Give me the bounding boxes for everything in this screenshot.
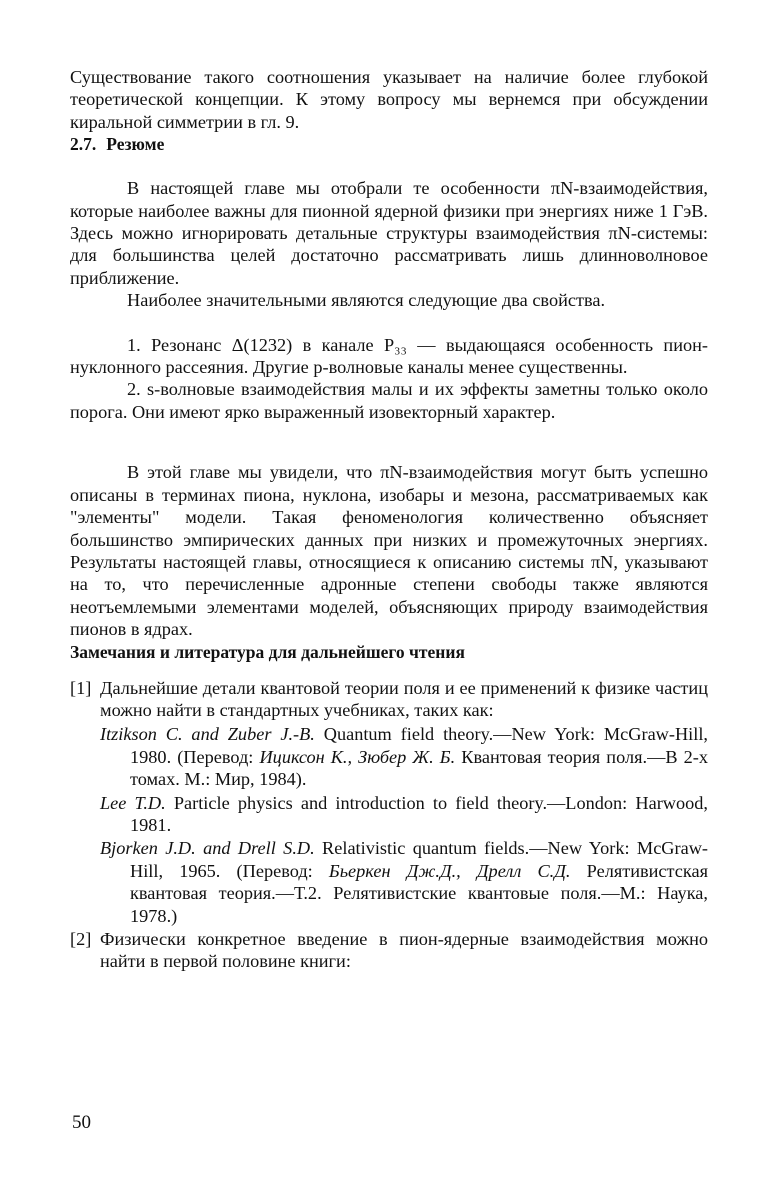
reference-1 <box>70 677 708 722</box>
section-number: 2.7. <box>70 134 97 155</box>
summary-paragraph-3: В этой главе мы увидели, что πN-взаимодействия могут быть успешно описаны в терминах пиона, нуклона, изобары и мезона, рассматриваемых как "элементы" модели. Такая феноменология количественно объясняет большинство эмпирических данных при низких и промежуточных энергиях. Результаты настоящей главы, относящиеся к описанию системы πN, указывают на то, что перечисленные адронные степени свободы также являются неотъемлемыми элементами моделей, объясняющих природу взаимодействия пионов в ядрах. <box>70 462 708 640</box>
entry-author-translation: Бьеркен Дж.Д., Дрелл С.Д. <box>328 860 571 881</box>
entry-author: Bjorken J.D. and Drell S.D. <box>100 838 315 859</box>
entry-text: Relativistic quantum fields.—New York: McGraw-Hill, 1965. (Перевод: <box>130 838 708 881</box>
section-title: Резюме <box>106 134 165 155</box>
section-heading <box>70 133 708 155</box>
notes-heading: Замечания и литература для дальнейшего чтения <box>70 641 465 662</box>
entry-text: Particle physics and introduction to field theory.—London: Harwood, 1981. <box>130 792 708 835</box>
reference-number: [1] <box>70 677 92 698</box>
reference-text: Дальнейшие детали квантовой теории поля и ее применений к физике частиц можно найти в стандартных учебниках, таких как: <box>100 677 708 720</box>
entry-text-translation: Релятивистская квантовая теория.—Т.2. Релятивистские квантовые поля.—М.: Наука, 1978.) <box>130 860 708 926</box>
entry-text: Quantum field theory.—New York: McGraw-Hill, 1980. (Перевод: <box>130 724 708 767</box>
summary-paragraph-1: В настоящей главе мы отобрали те особенности πN-взаимодействия, которые наиболее важны для пионной ядерной физики при энергиях ниже 1 ГэВ. Здесь можно игнорировать детальные структуры взаимодействия πN-системы: для большинства целей достаточно рассматривать лишь длинноволновое приближение. <box>70 178 708 288</box>
page-content <box>70 66 708 975</box>
entry-author: Lee T.D. <box>100 792 166 813</box>
summary-paragraph-2: Наиболее значительными являются следующие два свойства. <box>127 290 606 311</box>
entry-author: Itzikson C. and Zuber J.-B. <box>100 724 315 745</box>
reference-entry <box>100 723 708 790</box>
property-1: 1. Резонанс Δ(1232) в канале P₃₃ — выдающаяся особенность пион-нуклонного рассеяния. Другие p-волновые каналы менее существенны. <box>70 334 708 378</box>
entry-author-translation: Ициксон К., Зюбер Ж. Б. <box>259 746 456 767</box>
reference-text: Физически конкретное введение в пион-ядерные взаимодействия можно найти в первой половине книги: <box>100 929 708 972</box>
reference-entry <box>100 837 708 927</box>
reference-entry <box>100 792 708 837</box>
references-list <box>70 677 708 973</box>
top-paragraph: Существование такого соотношения указывает на наличие более глубокой теоретической концепции. К этому вопросу мы вернемся при обсуждении киральной симметрии в гл. 9. <box>70 67 708 132</box>
property-2: 2. s-волновые взаимодействия малы и их эффекты заметны только около порога. Они имеют ярко выраженный изовекторный характер. <box>70 379 708 422</box>
reference-number: [2] <box>70 929 92 949</box>
entry-text-translation: Квантовая теория поля.—В 2-х томах. М.: Мир, 1984). <box>130 746 709 790</box>
reference-2 <box>70 928 708 973</box>
page-number: 50 <box>72 1112 91 1133</box>
